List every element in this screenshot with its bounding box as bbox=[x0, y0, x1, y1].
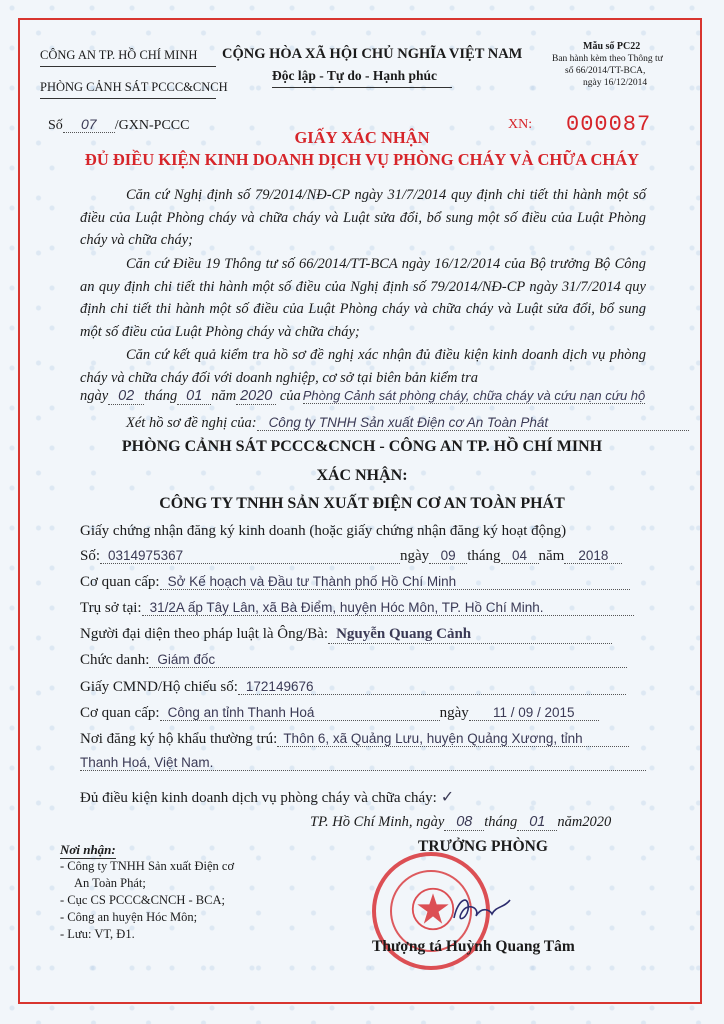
recipient-3: - Công an huyện Hóc Môn; bbox=[60, 910, 198, 924]
serial-number: 000087 bbox=[566, 112, 652, 137]
signing-date: TP. Hồ Chí Minh, ngày 08 tháng 01 năm2020 bbox=[310, 814, 612, 830]
recipient-1: - Công ty TNHH Sản xuất Điện cơ bbox=[60, 859, 235, 873]
confirm-heading: XÁC NHẬN: bbox=[316, 467, 408, 484]
form-code: Mẫu số PC22 bbox=[583, 41, 641, 52]
license-number-row: Số: 0314975367 ngày 09 tháng 04 năm 2018 bbox=[80, 548, 622, 565]
doc-subtitle: ĐỦ ĐIỀU KIỆN KINH DOANH DỊCH VỤ PHÒNG CHÁY VÀ CHỮA CHÁY bbox=[84, 150, 640, 169]
serial-label: XN: bbox=[508, 117, 533, 132]
issuing-authority: PHÒNG CẢNH SÁT PCCC&CNCH - CÔNG AN TP. HỒ CHÍ MINH bbox=[121, 438, 603, 455]
eligibility-checkmark: ✓ bbox=[440, 789, 455, 806]
recipient-1b: An Toàn Phát; bbox=[74, 876, 146, 890]
recipient-2: - Cục CS PCCC&CNCH - BCA; bbox=[60, 893, 225, 907]
agency-line-2: PHÒNG CẢNH SÁT PCCC&CNCH bbox=[40, 80, 228, 94]
license-line: Giấy chứng nhận đăng ký kinh doanh (hoặc giấy chứng nhận đăng ký hoạt động) bbox=[80, 523, 567, 539]
recipients-title: Nơi nhận: bbox=[60, 842, 116, 857]
national-motto: Độc lập - Tự do - Hạnh phúc bbox=[272, 68, 438, 83]
inspection-date-line: ngày 02 tháng 01 năm 2020 của Phòng Cảnh sát phòng cháy, chữa cháy và cứu nạn cứu hộ bbox=[80, 388, 646, 404]
recipient-4: - Lưu: VT, Đ1. bbox=[60, 927, 135, 941]
residence-row: Nơi đăng ký hộ khẩu thường trú: Thôn 6, xã Quảng Lưu, huyện Quảng Xương, tỉnh bbox=[80, 731, 629, 748]
agency-line-1: CÔNG AN TP. HỒ CHÍ MINH bbox=[40, 48, 198, 62]
legal-rep-row: Người đại diện theo pháp luật là Ông/Bà: Nguyễn Quang Cảnh bbox=[80, 626, 612, 644]
applicant-line: Xét hồ sơ đề nghị của: Công ty TNHH Sản xuất Điện cơ An Toàn Phát bbox=[126, 415, 689, 432]
id-issuer-row: Cơ quan cấp: Công an tỉnh Thanh Hoá ngày 11 / 09 / 2015 bbox=[80, 705, 599, 722]
form-note-2: số 66/2014/TT-BCA, bbox=[565, 66, 646, 76]
handwritten-signature bbox=[446, 888, 516, 928]
preamble-paragraph-2: Căn cứ Điều 19 Thông tư số 66/2014/TT-BCA ngày 16/12/2014 của Bộ trưởng Bộ Công an quy định chi tiết thi hành một số điều của Nghị định số 79/2014/NĐ-CP ngày 31/7/2014 quy định chi tiết thi hành một số điều của Luật Phòng cháy và chữa cháy và Luật sửa đổi, bổ sung một số điều của Luật Phòng cháy và chữa cháy; bbox=[80, 256, 646, 340]
signer-role: TRƯỞNG PHÒNG bbox=[418, 838, 548, 855]
signer-name: Thượng tá Huỳnh Quang Tâm bbox=[372, 938, 575, 955]
headquarters-row: Trụ sở tại: 31/2A ấp Tây Lân, xã Bà Điểm, huyện Hóc Môn, TP. Hồ Chí Minh. bbox=[80, 600, 634, 617]
residence-row-2: Thanh Hoá, Việt Nam. bbox=[80, 755, 646, 772]
doc-title: GIẤY XÁC NHẬN bbox=[294, 128, 430, 147]
country-name: CỘNG HÒA XÃ HỘI CHỦ NGHĨA VIỆT NAM bbox=[222, 46, 523, 62]
company-name: CÔNG TY TNHH SẢN XUẤT ĐIỆN CƠ AN TOÀN PHÁT bbox=[159, 495, 565, 512]
eligibility-row: Đủ điều kiện kinh doanh dịch vụ phòng cháy và chữa cháy: ✓ bbox=[80, 789, 455, 806]
preamble-paragraph-3: Căn cứ kết quả kiểm tra hồ sơ đề nghị xác nhận đủ điều kiện kinh doanh dịch vụ phòng cháy và chữa cháy đối với doanh nghiệp, cơ sở tại biên bản kiểm tra bbox=[80, 347, 646, 386]
preamble-paragraph-1: Căn cứ Nghị định số 79/2014/NĐ-CP ngày 31/7/2014 quy định chi tiết thi hành một số điều của Luật Phòng cháy và chữa cháy và Luật sửa đổi, bổ sung một số điều của Luật Phòng cháy và chữa cháy; bbox=[80, 187, 646, 248]
id-number-row: Giấy CMND/Hộ chiếu số: 172149676 bbox=[80, 679, 626, 696]
position-row: Chức danh: Giám đốc bbox=[80, 652, 627, 669]
license-issuer-row: Cơ quan cấp: Sở Kế hoạch và Đầu tư Thành phố Hồ Chí Minh bbox=[80, 574, 630, 591]
form-note-1: Ban hành kèm theo Thông tư bbox=[552, 54, 663, 64]
form-note-3: ngày 16/12/2014 bbox=[583, 78, 648, 88]
doc-number: Số 07 /GXN-PCCC bbox=[48, 116, 190, 133]
